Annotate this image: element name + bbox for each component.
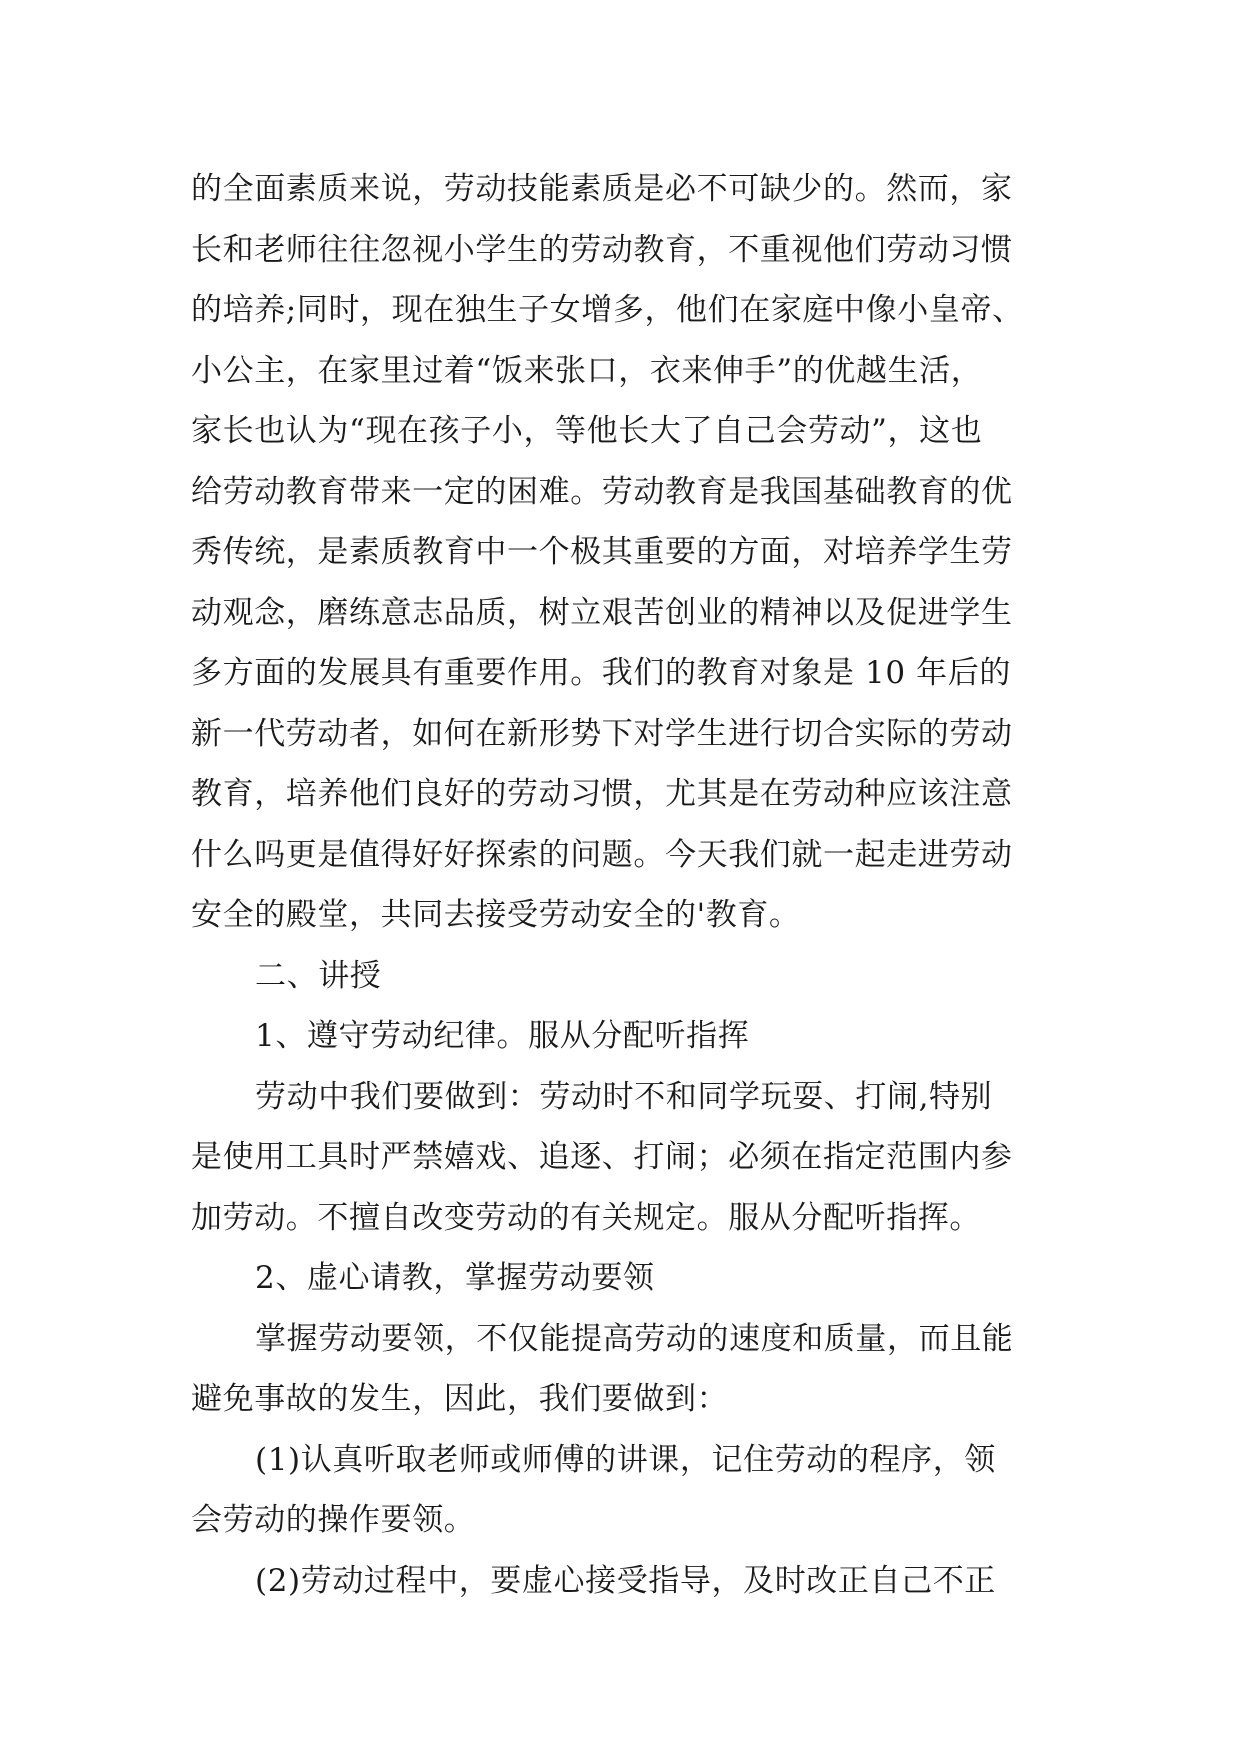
text-line: 二、讲授 bbox=[255, 957, 382, 994]
text-line: 2、虚心请教，掌握劳动要领 bbox=[255, 1260, 655, 1296]
text-line: 新一代劳动者，如何在新形势下对学生进行切合实际的劳动 bbox=[191, 715, 1013, 752]
text-line: 小公主，在家里过着“饭来张口，衣来伸手”的优越生活， bbox=[191, 352, 983, 389]
text-line: 劳动中我们要做到：劳动时不和同学玩耍、打闹,特别 bbox=[255, 1078, 993, 1115]
text-line: 的培养;同时，现在独生子女增多，他们在家庭中像小皇帝、 bbox=[191, 292, 1024, 328]
text-line: 的全面素质来说，劳动技能素质是必不可缺少的。然而，家 bbox=[191, 171, 1013, 207]
text-line: 多方面的发展具有重要作用。我们的教育对象是 10 年后的 bbox=[191, 655, 1011, 691]
text-line: 安全的殿堂，共同去接受劳动安全的'教育。 bbox=[191, 897, 801, 933]
text-line: 家长也认为“现在孩子小，等他长大了自己会劳动”，这也 bbox=[191, 413, 983, 449]
text-line: (2)劳动过程中，要虚心接受指导，及时改正自己不正 bbox=[255, 1562, 996, 1599]
text-line: 会劳动的操作要领。 bbox=[191, 1502, 476, 1538]
text-line: 长和老师往往忽视小学生的劳动教育，不重视他们劳动习惯 bbox=[191, 231, 1013, 268]
text-line: 1、遵守劳动纪律。服从分配听指挥 bbox=[255, 1018, 750, 1054]
text-line: 是使用工具时严禁嬉戏、追逐、打闹；必须在指定范围内参 bbox=[191, 1139, 1013, 1175]
text-line: 秀传统，是素质教育中一个极其重要的方面，对培养学生劳 bbox=[191, 534, 1013, 570]
text-line: 掌握劳动要领，不仅能提高劳动的速度和质量，而且能 bbox=[255, 1320, 1014, 1357]
text-line: (1)认真听取老师或师傅的讲课，记住劳动的程序，领 bbox=[255, 1441, 996, 1478]
text-line: 避免事故的发生，因此，我们要做到： bbox=[191, 1381, 729, 1417]
text-line: 加劳动。不擅自改变劳动的有关规定。服从分配听指挥。 bbox=[191, 1199, 981, 1236]
body-text bbox=[191, 159, 1061, 1611]
text-line: 给劳动教育带来一定的困难。劳动教育是我国基础教育的优 bbox=[191, 473, 1013, 510]
text-line: 教育，培养他们良好的劳动习惯，尤其是在劳动种应该注意 bbox=[191, 776, 1013, 812]
text-line: 什么吗更是值得好好探索的问题。今天我们就一起走进劳动 bbox=[191, 836, 1013, 873]
text-line: 动观念，磨练意志品质，树立艰苦创业的精神以及促进学生 bbox=[191, 594, 1013, 631]
